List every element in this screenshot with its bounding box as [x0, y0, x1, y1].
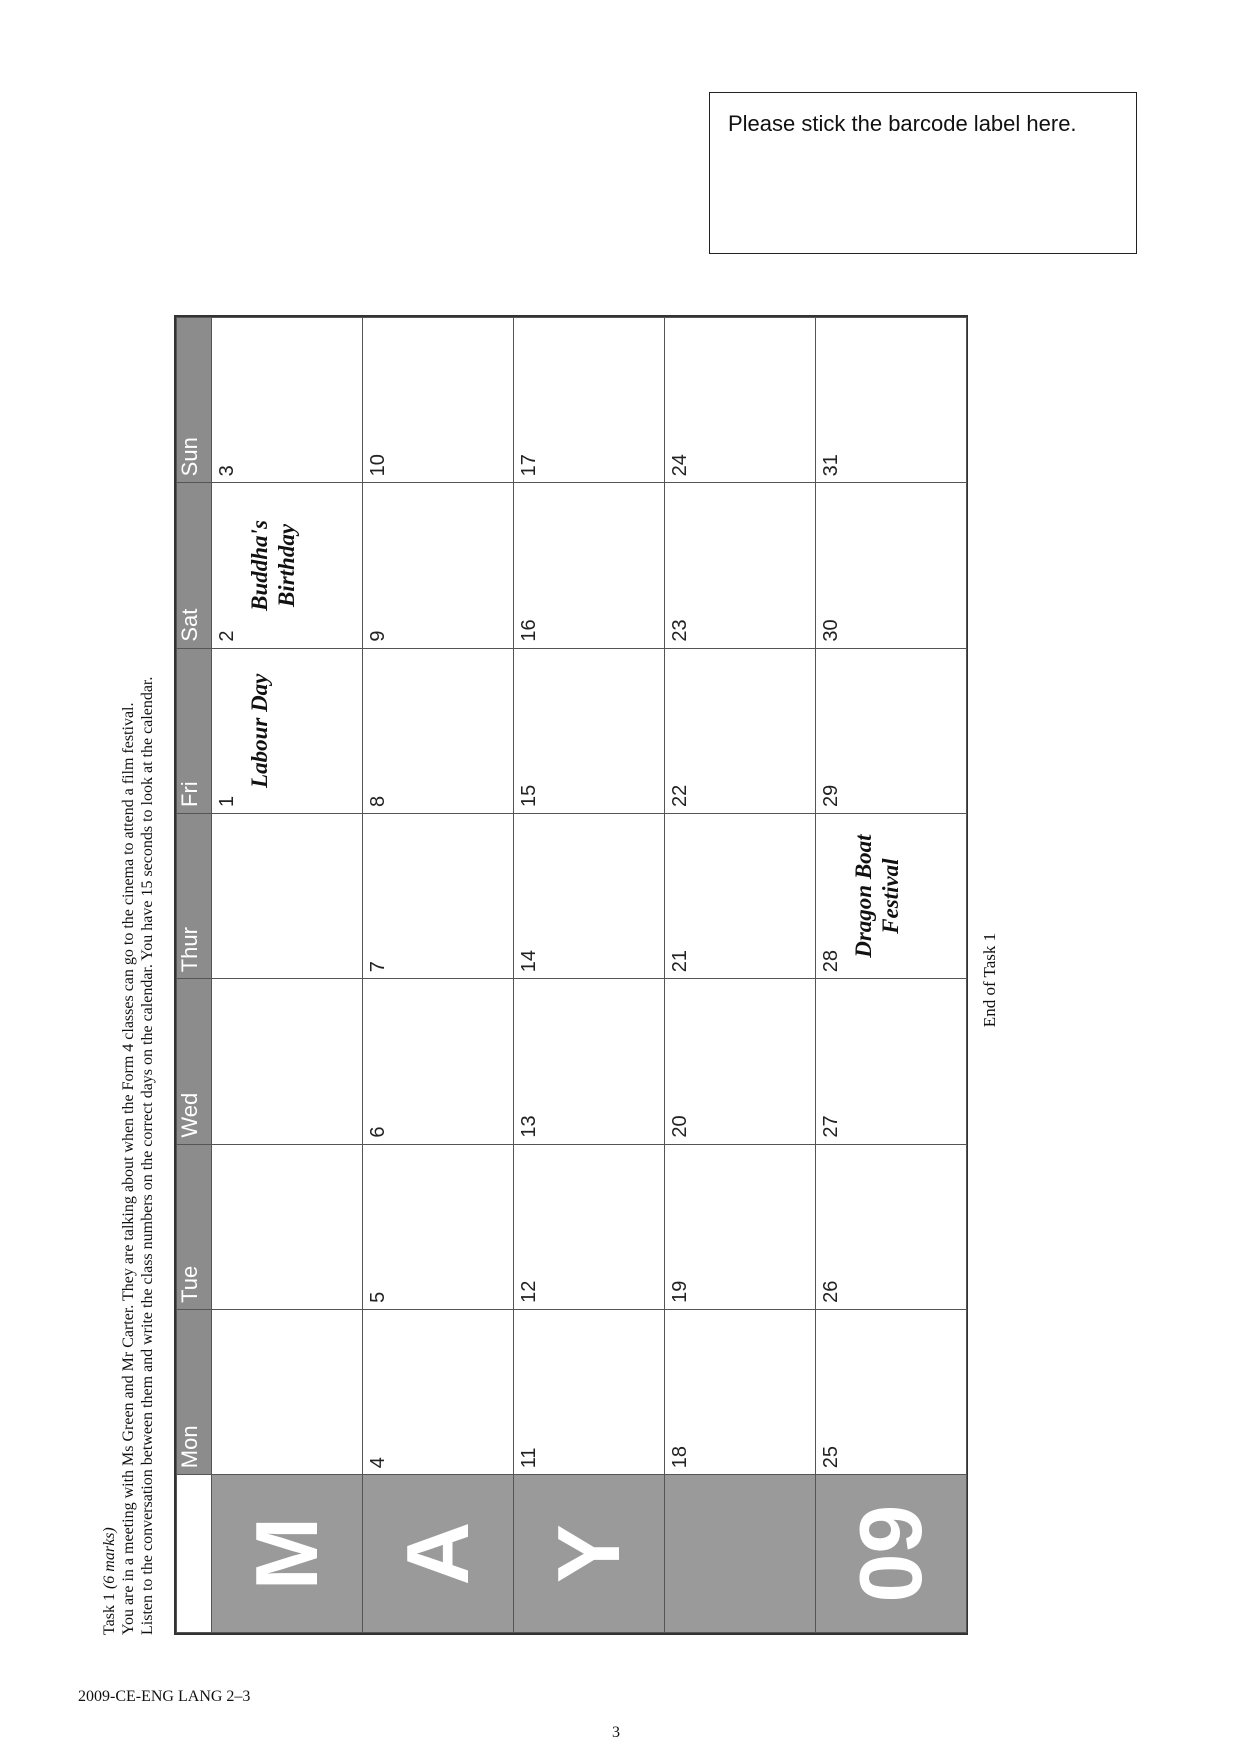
page-number: 3 — [612, 1724, 620, 1741]
holiday-labour-day: Labour Day — [247, 673, 272, 788]
day-number: 14 — [518, 950, 540, 973]
day-number: 24 — [669, 454, 691, 477]
task-instruction-line2: Listen to the conversation between them and write the class numbers on the correct days on the calendar. You have 15 seconds to look at the calendar. — [139, 676, 156, 1635]
day-cell[interactable] — [212, 318, 363, 483]
end-of-task: End of Task 1 — [980, 932, 999, 1028]
day-cell[interactable] — [816, 979, 967, 1144]
day-number: 1 — [216, 795, 238, 807]
day-cell[interactable] — [363, 1309, 514, 1474]
month-letter: M — [212, 1475, 363, 1633]
day-number: 20 — [669, 1115, 691, 1138]
barcode-label-box — [709, 92, 1137, 254]
day-number: 10 — [367, 454, 389, 477]
day-number: 21 — [669, 950, 691, 973]
day-cell[interactable] — [363, 318, 514, 483]
day-cell[interactable] — [514, 483, 665, 648]
day-cell[interactable] — [665, 979, 816, 1144]
day-cell[interactable] — [212, 979, 363, 1144]
weekday-header: Tue — [177, 1144, 212, 1309]
day-number: 22 — [669, 784, 691, 807]
day-cell[interactable] — [665, 318, 816, 483]
day-number: 7 — [367, 961, 389, 973]
day-cell[interactable] — [665, 1144, 816, 1309]
day-number: 5 — [367, 1291, 389, 1303]
day-number: 3 — [216, 465, 238, 477]
task-marks: (6 marks) — [101, 1527, 118, 1590]
day-cell[interactable] — [665, 648, 816, 813]
day-cell[interactable] — [665, 1309, 816, 1474]
day-cell[interactable] — [816, 1309, 967, 1474]
month-letter: 09 — [816, 1475, 967, 1633]
day-number: 17 — [518, 454, 540, 477]
weekday-header: Thur — [177, 813, 212, 978]
day-cell[interactable] — [514, 1309, 665, 1474]
day-number: 31 — [820, 454, 842, 477]
day-number: 25 — [820, 1445, 842, 1469]
day-cell[interactable] — [514, 979, 665, 1144]
day-cell[interactable] — [665, 813, 816, 978]
weekday-header: Fri — [177, 648, 212, 813]
month-letter: Y — [514, 1475, 665, 1633]
task-instruction-line1: You are in a meeting with Ms Green and Mr Carter. They are talking about when the Form 4 classes can go to the cinema to attend a film festival. — [120, 702, 137, 1635]
day-number: 23 — [669, 619, 691, 642]
day-cell[interactable] — [363, 648, 514, 813]
day-number: 4 — [367, 1457, 389, 1469]
day-cell[interactable] — [212, 1144, 363, 1309]
calendar-corner — [177, 1475, 212, 1633]
day-number: 19 — [669, 1280, 691, 1303]
day-number: 6 — [367, 1126, 389, 1138]
weekday-header: Sat — [177, 483, 212, 648]
day-cell[interactable] — [816, 483, 967, 648]
day-cell[interactable] — [363, 813, 514, 978]
day-cell[interactable] — [514, 318, 665, 483]
task-title: Task 1 — [101, 1593, 118, 1635]
rotated-task-content — [100, 305, 1020, 1655]
day-cell[interactable] — [514, 1144, 665, 1309]
day-cell[interactable] — [816, 648, 967, 813]
day-number: 2 — [216, 630, 238, 642]
day-number: 28 — [820, 950, 842, 973]
day-number: 18 — [669, 1445, 691, 1469]
exam-code: 2009-CE-ENG LANG 2–3 — [78, 1688, 251, 1705]
day-cell[interactable] — [665, 483, 816, 648]
day-cell[interactable] — [212, 648, 363, 813]
day-cell[interactable] — [816, 1144, 967, 1309]
day-cell[interactable] — [363, 1144, 514, 1309]
day-number: 13 — [518, 1115, 540, 1138]
weekday-header: Sun — [177, 318, 212, 483]
task-header — [100, 305, 157, 1635]
may-calendar — [174, 315, 968, 1635]
day-number: 11 — [518, 1447, 540, 1469]
day-cell[interactable] — [816, 813, 967, 978]
day-number: 29 — [820, 784, 842, 807]
holiday-buddha-birthday: Buddha's Birthday — [247, 520, 299, 611]
day-number: 27 — [820, 1115, 842, 1138]
weekday-header: Mon — [177, 1309, 212, 1474]
barcode-instruction: Please stick the barcode label here. — [728, 111, 1077, 136]
day-cell[interactable] — [514, 648, 665, 813]
day-cell[interactable] — [816, 318, 967, 483]
day-cell[interactable] — [363, 483, 514, 648]
holiday-dragon-boat-festival: Dragon Boat Festival — [851, 834, 903, 958]
month-letter: A — [363, 1475, 514, 1633]
day-cell[interactable] — [212, 813, 363, 978]
day-cell[interactable] — [363, 979, 514, 1144]
day-number: 26 — [820, 1280, 842, 1303]
month-letter — [665, 1475, 816, 1633]
weekday-header: Wed — [177, 979, 212, 1144]
day-number: 30 — [820, 619, 842, 642]
day-cell[interactable] — [212, 483, 363, 648]
day-number: 15 — [518, 784, 540, 807]
day-cell[interactable] — [514, 813, 665, 978]
day-number: 9 — [367, 630, 389, 642]
day-number: 8 — [367, 795, 389, 807]
day-number: 12 — [518, 1280, 540, 1303]
day-number: 16 — [518, 619, 540, 642]
day-cell[interactable] — [212, 1309, 363, 1474]
